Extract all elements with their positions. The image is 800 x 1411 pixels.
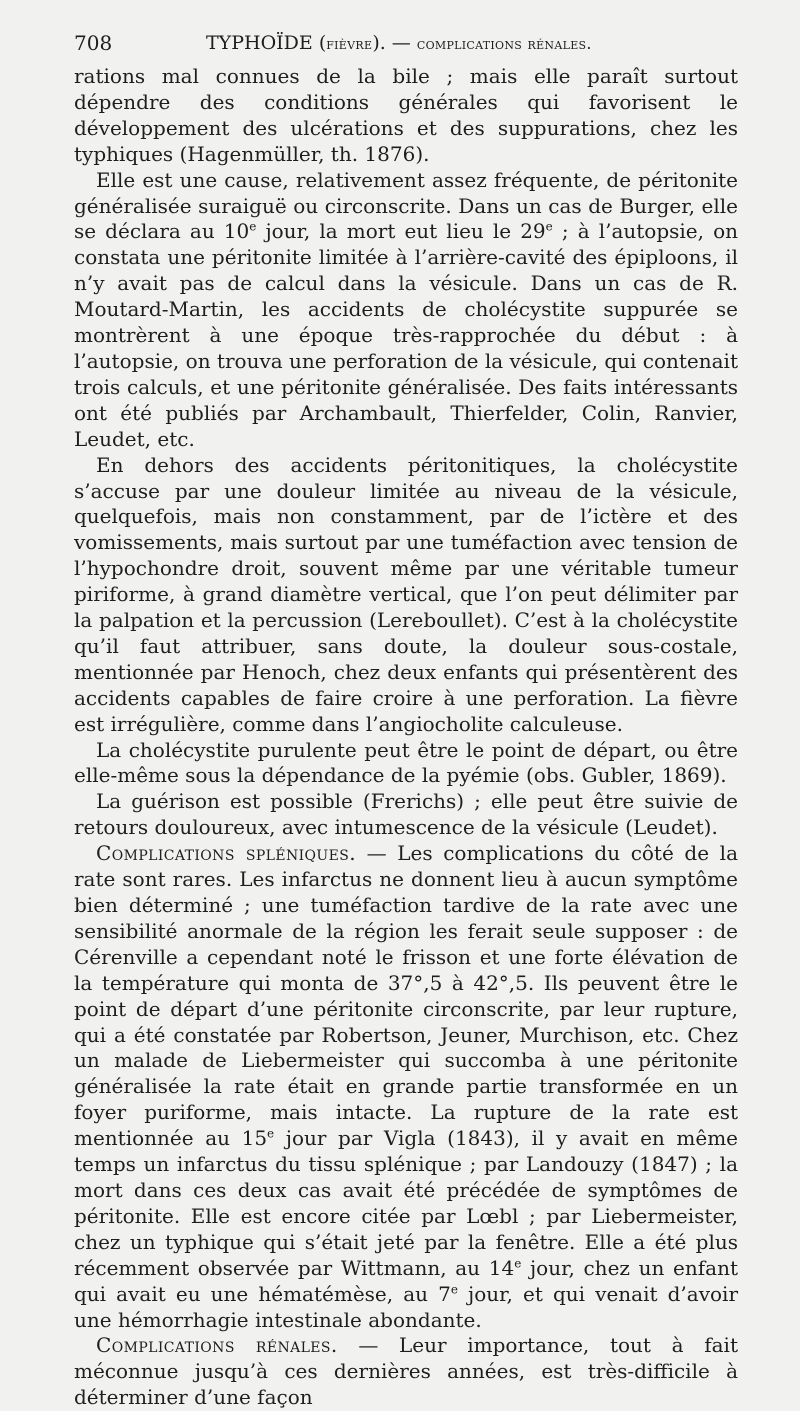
running-title-dash: — [385,32,417,54]
paragraph-1: rations mal connues de la bile ; mais elle paraît surtout dépendre des conditions générales qui favorisent le développement des ulcérations et des suppurations, chez les typhiques (Hagenmüller, th. 1876). [74,64,738,166]
paragraph-2 [74,168,738,453]
running-title-fievre: fièvre [326,34,373,53]
paragraph-2-part-c: ; à l’autopsie, on constata une péritonite limitée à l’arrière-cavité des épiploons, il n’y avait pas de calcul dans la vésicule. Dans un cas de R. Moutard-Martin, les accidents de cholécystite suppurée se montrèrent à une époque très-rapprochée du début : à l’autopsie, on trouva une perforation de la vésicule, qui contenait trois calculs, et une péritonite généralisée. Des faits intéressants ont été publiés par Archambault, Thierfelder, Colin, Ranvier, Leudet, etc. [74,219,738,451]
paragraph-6-part-a: — Les complications du côté de la rate sont rares. Les infarctus ne donnent lieu à aucun symptôme bien déterminé ; une tuméfaction tardive de la rate avec une sensibilité anormale de la région les ferait seule supposer : de Cérenville a cependant noté le frisson et une forte élévation de la température qui monta de 37°,5 à 42°,5. Ils peuvent être le point de départ d’une péritonite circonscrite, par leur rupture, qui a été constatée par Robertson, Jeuner, Murchison, etc. Chez un malade de Liebermeister qui succomba à une péritonite généralisée la rate était en grande partie transformée en un foyer puriforme, mais intacte. La rupture de la rate est mentionnée au 15 [74,841,739,1151]
paragraph-3: En dehors des accidents péritonitiques, la cholécystite s’accuse par une douleur limitée au niveau de la vésicule, quelquefois, mais non constamment, par de l’ictère et des vomissements, mais surtout par une tuméfaction avec tension de l’hypochondre droit, souvent même par une véritable tumeur piriforme, à grand diamètre vertical, que l’on peut délimiter par la palpation et la percussion (Lereboullet). C’est à la cholécystite qu’il faut attribuer, sans doute, la douleur sous-costale, mentionnée par Henoch, chez deux enfants qui présentèrent des accidents capables de faire croire à une perforation. La fièvre est irrégulière, comme dans l’angiocholite calculeuse. [74,452,738,736]
superscript-e: e [249,219,257,234]
body-text [74,64,738,1411]
superscript-e: e [450,1281,458,1296]
paragraph-6 [74,841,738,1333]
paragraph-7-part-a: — Leur importance, tout à fait méconnue jusqu’à ces dernières années, est très-difficile à déterminer d’une façon [74,1333,738,1410]
paragraph-5: La guérison est possible (Frerichs) ; elle peut être suivie de retours douloureux, avec intumescence de la vésicule (Leudet). [74,789,738,840]
paragraph-6-part-d: jour, et qui venait d’avoir une hémorrhagie intestinale abondante. [74,1281,738,1332]
section-heading-spleniques: Complications spléniques. [96,841,356,866]
running-title-section: complications rénales. [416,34,592,53]
paragraph-2-part-b: jour, la mort eut lieu le 29 [256,219,546,244]
superscript-e: e [267,1126,275,1141]
paragraph-7 [74,1333,738,1411]
paragraph-6-part-b: jour par Vigla (1843), il y avait en même temps un infarctus du tissu splénique ; par Landouzy (1847) ; la mort dans ces deux cas avait été précédée de symptômes de péritonite. Elle est encore citée par Lœbl ; par Liebermeister, chez un typhique qui s’était jeté par la fenêtre. Elle a été plus récemment observée par Wittmann, au 14 [74,1126,738,1280]
running-title-main: TYPHOÏDE [206,32,313,54]
paragraph-6-part-c: jour, chez un enfant qui avait eu une hématémèse, au 7 [74,1255,739,1306]
page-number: 708 [74,31,113,55]
running-title-paren-open: ( [318,32,327,54]
section-heading-renales: Complications rénales. [96,1333,338,1358]
paragraph-2-part-a: Elle est une cause, relativement assez fréquente, de péritonite généralisée suraiguë ou circonscrite. Dans un cas de Burger, elle se déclara au 10 [74,167,738,244]
superscript-e: e [545,219,553,234]
running-title [206,30,592,57]
paragraph-4: La cholécystite purulente peut être le point de départ, ou être elle-même sous la dépendance de la pyémie (obs. Gubler, 1869). [74,737,738,788]
running-head [74,30,738,56]
running-title-paren-close: ). [372,32,386,54]
superscript-e: e [514,1256,522,1271]
